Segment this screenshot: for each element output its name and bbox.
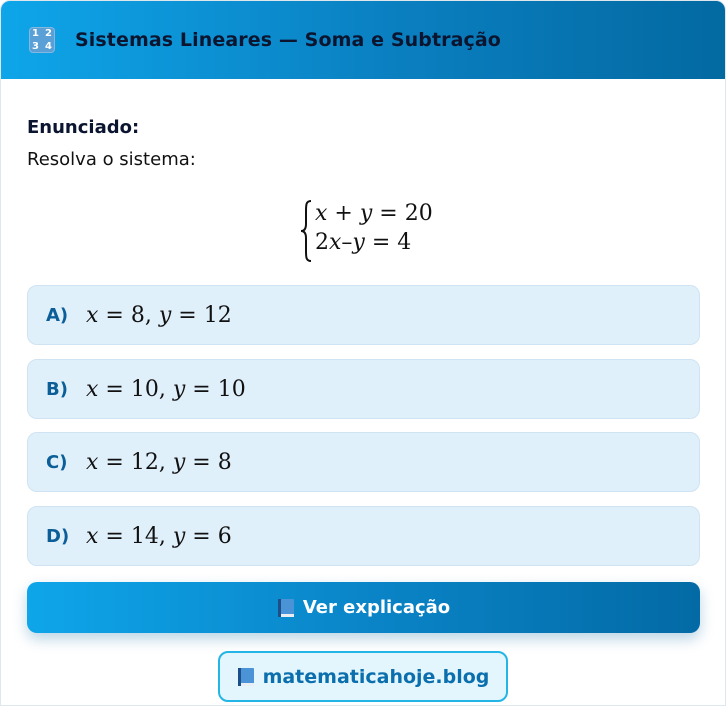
option-answer: x = 10, y = 10 [86,376,246,402]
option-letter: D) [46,525,70,547]
equation-2: 2x–y = 4 [315,230,412,255]
view-explanation-button[interactable] [27,582,700,633]
card-header [1,1,726,79]
option-c[interactable] [27,432,700,492]
option-a[interactable] [27,285,700,345]
option-answer: x = 14, y = 6 [86,523,232,549]
numbers-icon: 1 2 3 4 [29,27,55,53]
brand-link[interactable] [218,651,508,702]
equation-system [299,199,459,263]
option-answer: x = 8, y = 12 [86,302,232,328]
option-letter: C) [46,451,68,473]
problem-label: Enunciado: [27,117,140,138]
option-letter: B) [46,378,68,400]
option-b[interactable] [27,359,700,419]
book-icon [237,667,255,687]
problem-prompt: Resolva o sistema: [27,149,196,170]
equation-1: x + y = 20 [315,201,433,226]
book-icon [277,598,295,618]
page-title: Sistemas Lineares — Soma e Subtração [75,29,501,51]
option-answer: x = 12, y = 8 [86,449,232,475]
view-explanation-label: Ver explicação [302,597,451,618]
option-letter: A) [46,304,69,326]
brand-link-label: matematicahoje.blog [262,665,490,688]
left-brace-icon [299,199,313,263]
option-d[interactable] [27,506,700,566]
